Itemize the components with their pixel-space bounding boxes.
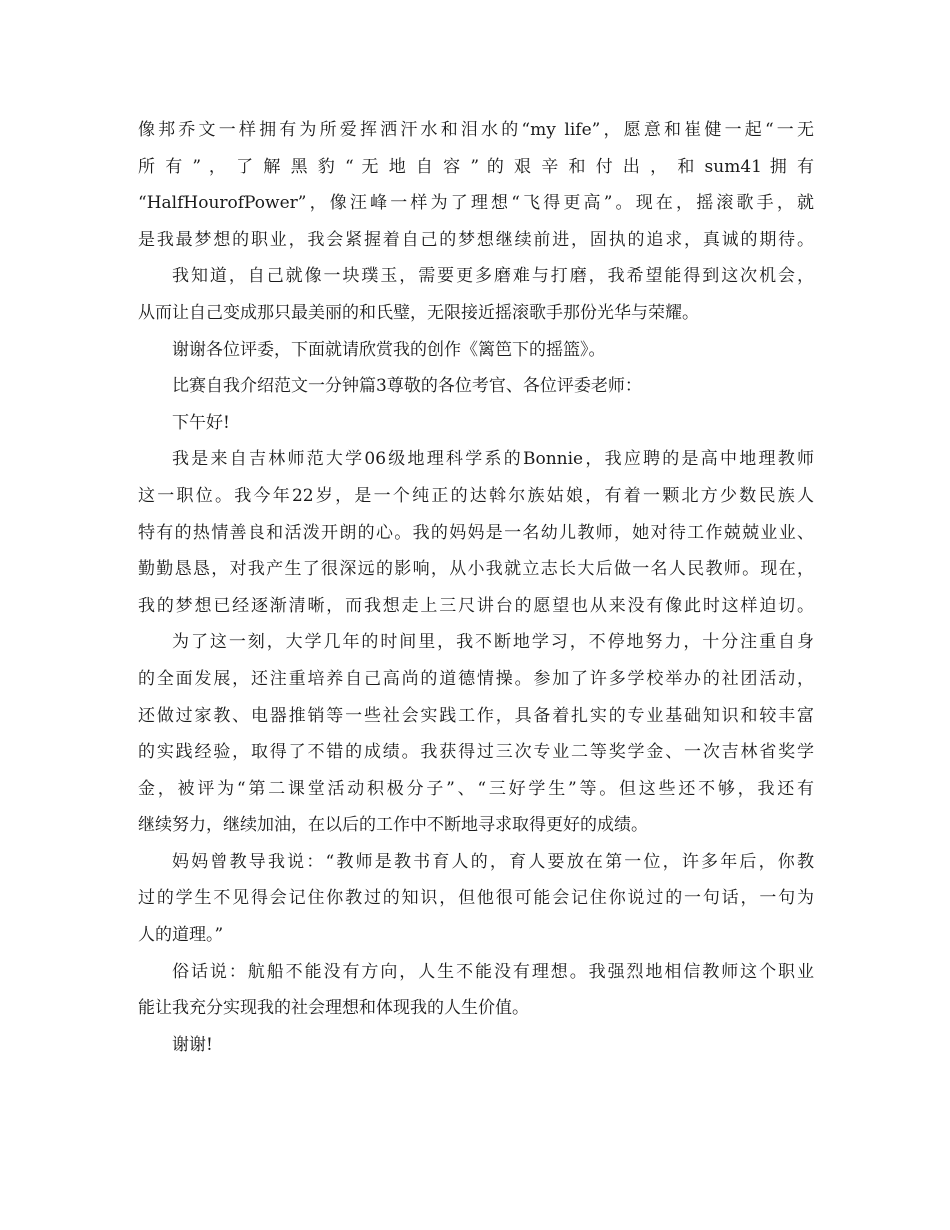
text-line: 继续努力，继续加油，在以后的工作中不断地寻求取得更好的成绩。 (138, 815, 648, 836)
text-line: 的全面发展，还注重培养自己高尚的道德情操。参加了许多学校举办的社团活动， (138, 668, 814, 689)
text-line: 的实践经验，取得了不错的成绩。我获得过三次专业二等奖学金、一次吉林省奖学 (138, 742, 814, 763)
text-line: 人的道理。” (138, 925, 224, 946)
text-line: “HalfHourofPower”，像汪峰一样为了理想“飞得更高”。现在，摇滚歌手，就 (138, 193, 814, 214)
text-line: 所 有 ” ， 了 解 黑 豹 “ 无 地 自 容 ” 的 艰 辛 和 付 出 ， 和 sum41 拥 有 (138, 156, 814, 177)
text-line: 还做过家教、电器推销等一些社会实践工作，具备着扎实的专业基础知识和较丰富 (138, 705, 814, 726)
text-line: 从而让自己变成那只最美丽的和氏璧，无限接近摇滚歌手那份光华与荣耀。 (138, 302, 699, 323)
text-line: 过的学生不见得会记住你教过的知识，但他很可能会记住你说过的一句话，一句为 (138, 888, 814, 909)
text-line: 为了这一刻，大学几年的时间里，我不断地学习，不停地努力，十分注重自身 (172, 632, 814, 653)
text-line: 金，被评为“第二课堂活动积极分子”、“三好学生”等。但这些还不够，我还有 (138, 778, 814, 799)
greeting-line: 下午好! (172, 412, 230, 433)
text-line: 这一职位。我今年22岁，是一个纯正的达斡尔族姑娘，有着一颗北方少数民族人 (138, 485, 814, 506)
closing-line: 谢谢! (172, 1034, 213, 1055)
text-line: 像邦乔文一样拥有为所爱挥洒汗水和泪水的“my life”，愿意和崔健一起“一无 (138, 120, 814, 140)
document-body (138, 112, 814, 1063)
text-line: 能让我充分实现我的社会理想和体现我的人生价值。 (138, 998, 529, 1019)
text-line: 是我最梦想的职业，我会紧握着自己的梦想继续前进，固执的追求，真诚的期待。 (138, 229, 814, 250)
section-heading: 比赛自我介绍范文一分钟篇3尊敬的各位考官、各位评委老师： (172, 376, 642, 397)
text-line: 我是来自吉林师范大学06级地理科学系的Bonnie，我应聘的是高中地理教师 (172, 449, 814, 470)
text-line: 俗话说：航船不能没有方向，人生不能没有理想。我强烈地相信教师这个职业 (172, 961, 814, 982)
text-line: 谢谢各位评委，下面就请欣赏我的创作《篱笆下的摇篮》。 (172, 339, 606, 360)
text-line: 我的梦想已经逐渐清晰，而我想走上三尺讲台的愿望也从来没有像此时这样迫切。 (138, 595, 814, 616)
text-line: 特有的热情善良和活泼开朗的心。我的妈妈是一名幼儿教师，她对待工作兢兢业业、 (138, 522, 814, 543)
text-line: 勤勤恳恳，对我产生了很深远的影响，从小我就立志长大后做一名人民教师。现在， (138, 559, 814, 580)
text-line: 妈妈曾教导我说：“教师是教书育人的，育人要放在第一位，许多年后，你教 (172, 851, 814, 872)
text-line: 我知道，自己就像一块璞玉，需要更多磨难与打磨，我希望能得到这次机会， (172, 266, 814, 287)
